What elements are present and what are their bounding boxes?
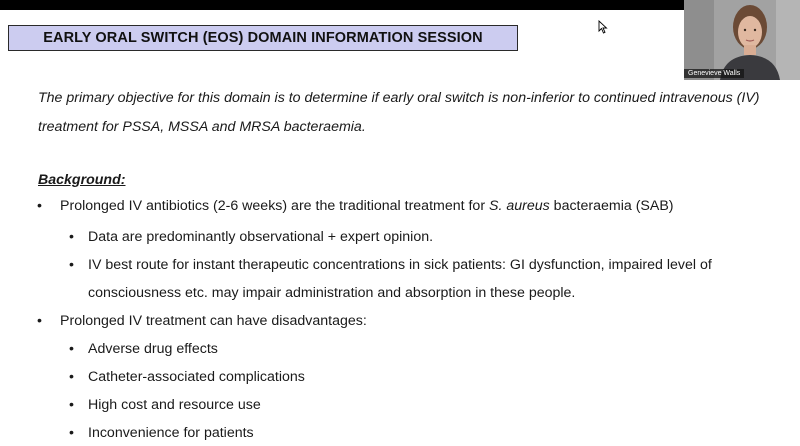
- bullet-icon: •: [69, 397, 74, 413]
- list-item: [37, 196, 674, 216]
- list-item-continuation: consciousness etc. may impair administration and absorption in these people.: [88, 285, 576, 301]
- mouse-cursor-icon: [598, 20, 608, 34]
- objective-line: The primary objective for this domain is to determine if early oral switch is non-inferior to continued intravenous (IV): [38, 90, 760, 106]
- background-heading: Background:: [38, 172, 126, 188]
- list-item-text: Prolonged IV antibiotics (2-6 weeks) are the traditional treatment for: [60, 198, 489, 214]
- list-item-italic-text: S. aureus: [489, 198, 550, 214]
- list-item: [69, 423, 254, 443]
- list-item-text: Inconvenience for patients: [88, 425, 254, 441]
- list-item-text: Adverse drug effects: [88, 341, 218, 357]
- top-bar: [0, 0, 800, 10]
- bullet-icon: •: [69, 425, 74, 441]
- participant-name-label: Genevieve Walls: [684, 69, 744, 78]
- list-item: [37, 311, 367, 331]
- list-item-text: Catheter-associated complications: [88, 369, 305, 385]
- bullet-icon: •: [69, 341, 74, 357]
- list-item-text: Data are predominantly observational + expert opinion.: [88, 229, 434, 245]
- objective-text: [38, 84, 778, 142]
- list-item: [69, 395, 261, 415]
- bullet-icon: •: [37, 198, 42, 214]
- list-item: [69, 339, 218, 359]
- bullet-icon: •: [69, 369, 74, 385]
- bullet-icon: •: [69, 229, 74, 245]
- participant-video-feed: [684, 0, 800, 80]
- list-item-text: bacteraemia (SAB): [549, 198, 674, 214]
- list-item: [69, 227, 434, 247]
- list-item-text: IV best route for instant therapeutic concentrations in sick patients: GI dysfunction, impaired level of: [88, 257, 712, 273]
- list-item: [69, 367, 305, 387]
- bullet-icon: •: [37, 313, 42, 329]
- list-item-text: Prolonged IV treatment can have disadvantages:: [60, 313, 367, 329]
- list-item: [69, 255, 712, 275]
- slide-title: EARLY ORAL SWITCH (EOS) DOMAIN INFORMATION SESSION: [8, 25, 518, 51]
- objective-line: treatment for PSSA, MSSA and MRSA bacteraemia.: [38, 119, 366, 135]
- list-item-text: High cost and resource use: [88, 397, 261, 413]
- participant-video[interactable]: [684, 0, 800, 80]
- bullet-icon: •: [69, 257, 74, 273]
